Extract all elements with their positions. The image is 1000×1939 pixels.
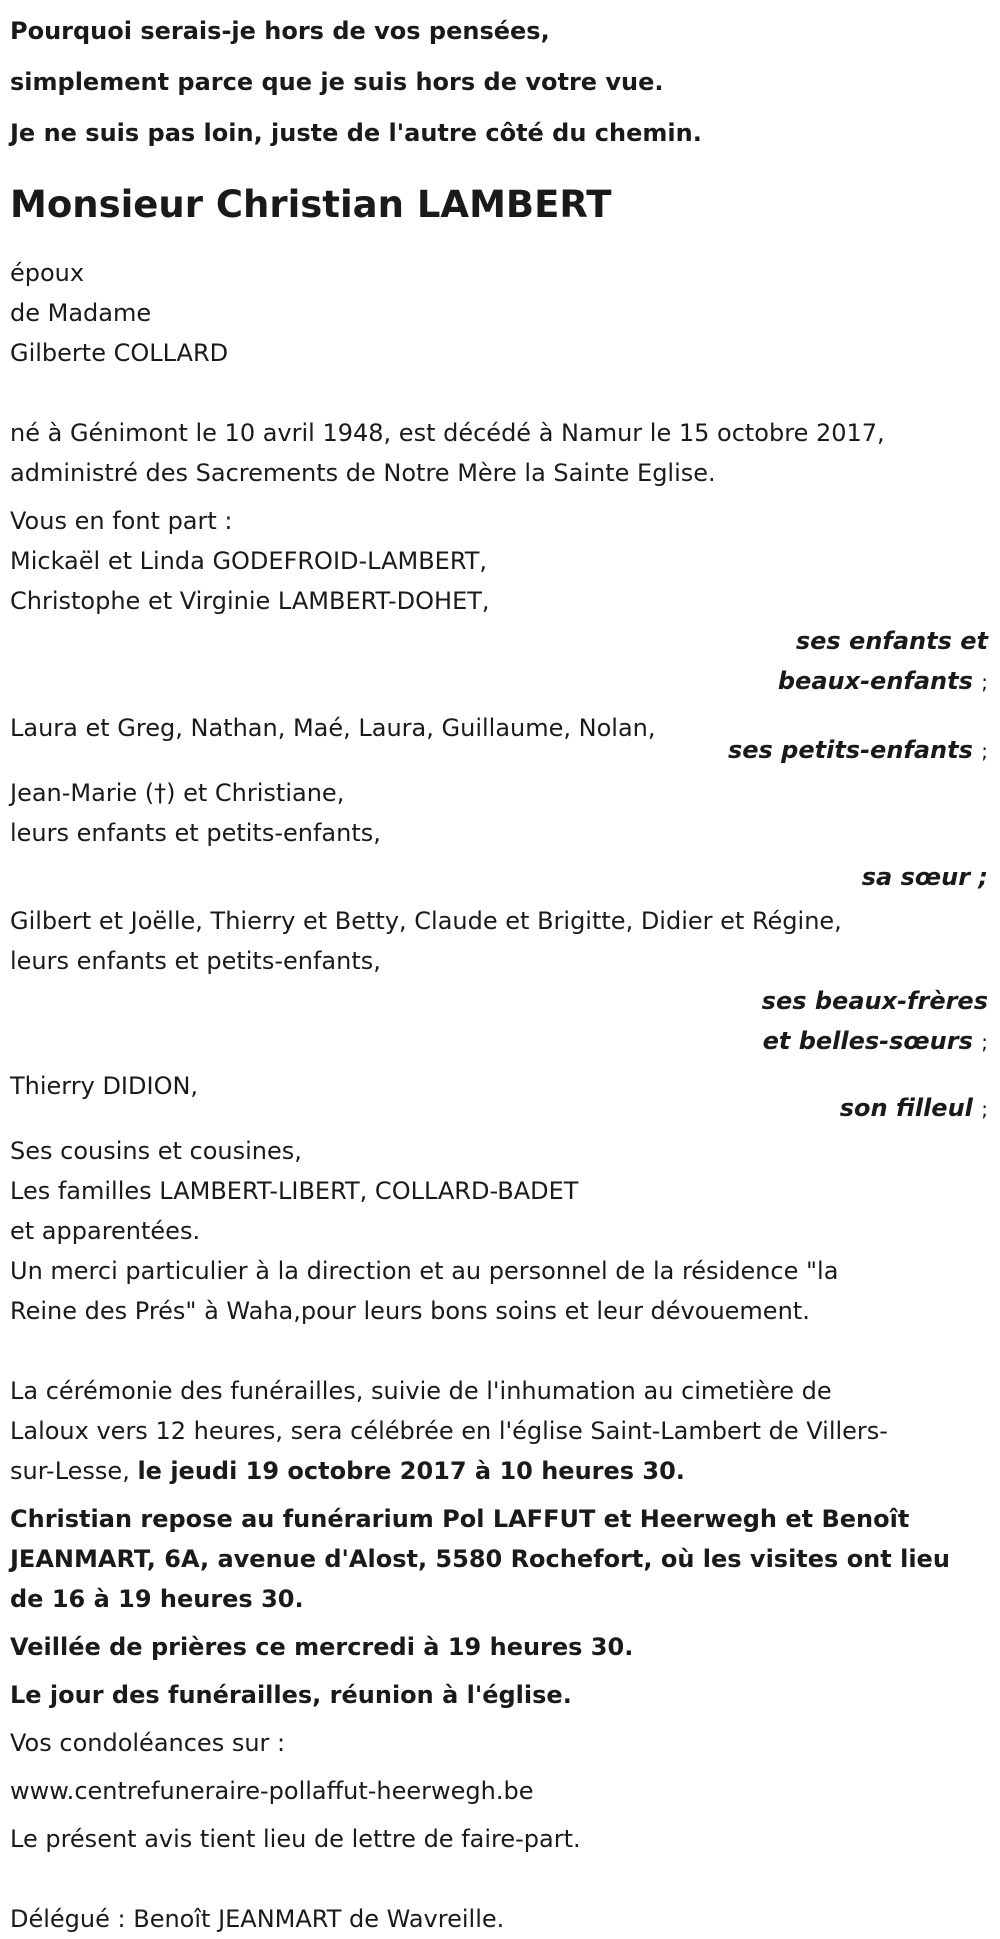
rest-line-2: JEANMART, 6A, avenue d'Alost, 5580 Rochefort, où les visites ont lieu <box>10 1545 950 1573</box>
condolences-url[interactable]: www.centrefuneraire-pollaffut-heerwegh.be <box>10 1777 534 1805</box>
poem-line-3: Je ne suis pas loin, juste de l'autre côté du chemin. <box>10 119 702 147</box>
ceremony-line-3: sur-Lesse, le jeudi 19 octobre 2017 à 10 heures 30. <box>10 1457 685 1485</box>
cousins-line-1: Ses cousins et cousines, <box>10 1137 302 1165</box>
children-line-2: Christophe et Virginie LAMBERT-DOHET, <box>10 587 490 615</box>
children-role-2: beaux-enfants ; <box>777 667 988 695</box>
family-block <box>10 501 988 1331</box>
ceremony-line-1: La cérémonie des funérailles, suivie de l'inhumation au cimetière de <box>10 1377 832 1405</box>
cousins-line-3: et apparentées. <box>10 1217 201 1245</box>
ceremony-line-2: Laloux vers 12 heures, sera célébrée en l'église Saint-Lambert de Villers- <box>10 1417 888 1445</box>
deceased-name: Monsieur Christian LAMBERT <box>10 183 612 226</box>
rest-block <box>10 1499 988 1619</box>
delegate-line: Délégué : Benoît JEANMART de Wavreille. <box>10 1905 505 1933</box>
poem-line-1: Pourquoi serais-je hors de vos pensées, <box>10 17 550 45</box>
birth-death-line-1: né à Génimont le 10 avril 1948, est décédé à Namur le 15 octobre 2017, <box>10 419 885 447</box>
godson-line: Thierry DIDION, <box>10 1072 199 1100</box>
birth-death-block <box>10 413 988 493</box>
thanks-line-2: Reine des Prés" à Waha,pour leurs bons soins et leur dévouement. <box>10 1297 810 1325</box>
ceremony-date: le jeudi 19 octobre 2017 à 10 heures 30. <box>137 1457 685 1485</box>
meeting-line: Le jour des funérailles, réunion à l'église. <box>10 1681 572 1709</box>
sister-role: sa sœur ; <box>861 863 988 891</box>
ceremony-block <box>10 1371 988 1491</box>
rest-line-1: Christian repose au funérarium Pol LAFFUT et Heerwegh et Benoît <box>10 1505 910 1533</box>
birth-death-line-2: administré des Sacrements de Notre Mère la Sainte Eglise. <box>10 459 716 487</box>
spouse-line-1: époux <box>10 259 85 287</box>
vigil-line: Veillée de prières ce mercredi à 19 heures 30. <box>10 1633 634 1661</box>
spouse-line-3: Gilberte COLLARD <box>10 339 229 367</box>
notice-line: Le présent avis tient lieu de lettre de faire-part. <box>10 1825 581 1853</box>
spouse-line-2: de Madame <box>10 299 152 327</box>
grandchildren-line: Laura et Greg, Nathan, Maé, Laura, Guillaume, Nolan, <box>10 714 656 742</box>
sister-line-1: Jean-Marie (†) et Christiane, <box>10 779 345 807</box>
children-line-1: Mickaël et Linda GODEFROID-LAMBERT, <box>10 547 488 575</box>
thanks-line-1: Un merci particulier à la direction et au personnel de la résidence "la <box>10 1257 839 1285</box>
spouse-block <box>10 253 988 373</box>
rest-line-3: de 16 à 19 heures 30. <box>10 1585 304 1613</box>
inlaws-line-2: leurs enfants et petits-enfants, <box>10 947 381 975</box>
godson-role: son filleul ; <box>839 1094 988 1122</box>
poem-line-2: simplement parce que je suis hors de votre vue. <box>10 68 664 96</box>
poem <box>10 6 988 159</box>
inlaws-role-2: et belles-sœurs ; <box>762 1027 988 1055</box>
sister-line-2: leurs enfants et petits-enfants, <box>10 819 381 847</box>
announce-intro: Vous en font part : <box>10 507 233 535</box>
condolences-label: Vos condoléances sur : <box>10 1729 286 1757</box>
grandchildren-role: ses petits-enfants ; <box>727 736 988 764</box>
obituary-notice <box>10 6 988 1939</box>
children-role-1: ses enfants et <box>795 627 988 655</box>
cousins-line-2: Les familles LAMBERT-LIBERT, COLLARD-BADET <box>10 1177 579 1205</box>
inlaws-line-1: Gilbert et Joëlle, Thierry et Betty, Claude et Brigitte, Didier et Régine, <box>10 907 842 935</box>
inlaws-role-1: ses beaux-frères <box>761 987 988 1015</box>
